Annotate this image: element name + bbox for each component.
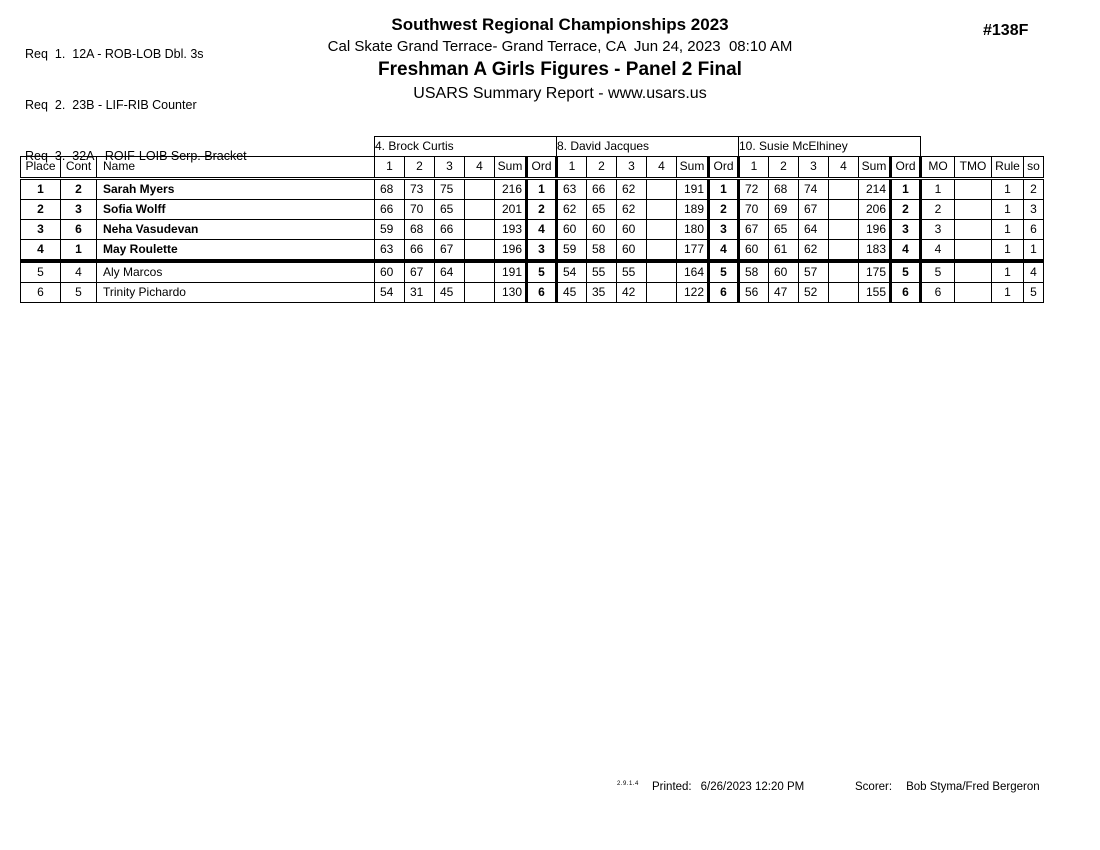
cell-judge3-score-2: 60 (769, 261, 799, 283)
cell-judge3-score-4 (829, 179, 859, 200)
cell-mo: 6 (921, 283, 955, 303)
cell-judge1-score-2: 66 (405, 240, 435, 262)
cell-judge3-sum: 206 (859, 200, 891, 220)
col-header-so: so (1024, 157, 1044, 179)
cell-judge3-sum: 196 (859, 220, 891, 240)
cell-tmo (955, 200, 992, 220)
cell-judge1-score-4 (465, 283, 495, 303)
cell-judge3-score-2: 65 (769, 220, 799, 240)
cell-judge1-score-2: 31 (405, 283, 435, 303)
software-version: 2.9.1.4 (617, 781, 639, 787)
cell-rule: 1 (992, 283, 1024, 303)
cell-judge3-score-1: 58 (739, 261, 769, 283)
cell-so: 2 (1024, 179, 1044, 200)
cell-skater-name: Neha Vasudevan (97, 220, 375, 240)
cell-judge1-score-1: 66 (375, 200, 405, 220)
event-number: #138F (983, 22, 1029, 39)
cell-rule: 1 (992, 240, 1024, 262)
cell-judge3-score-3: 62 (799, 240, 829, 262)
cell-judge1-score-3: 64 (435, 261, 465, 283)
cell-judge1-score-1: 60 (375, 261, 405, 283)
scorer-value: Bob Styma/Fred Bergeron (906, 781, 1040, 793)
cell-judge2-score-2: 60 (587, 220, 617, 240)
cell-judge1-score-2: 67 (405, 261, 435, 283)
cell-judge2-score-2: 66 (587, 179, 617, 200)
cell-judge3-sum: 175 (859, 261, 891, 283)
cell-judge2-ordinal: 3 (709, 220, 739, 240)
cell-judge2-score-3: 60 (617, 220, 647, 240)
cell-judge2-sum: 164 (677, 261, 709, 283)
col-header-judge3-score-4: 4 (829, 157, 859, 179)
col-header-judge2-score-2: 2 (587, 157, 617, 179)
cell-skater-name: Sarah Myers (97, 179, 375, 200)
cell-judge1-sum: 201 (495, 200, 527, 220)
cell-judge3-sum: 183 (859, 240, 891, 262)
table-row (21, 220, 1044, 240)
event-title: Freshman A Girls Figures - Panel 2 Final (378, 59, 742, 80)
col-header-judge1-sum: Sum (495, 157, 527, 179)
col-header-judge1-score-1: 1 (375, 157, 405, 179)
cell-judge3-score-1: 67 (739, 220, 769, 240)
cell-place: 2 (21, 200, 61, 220)
cell-judge1-score-3: 67 (435, 240, 465, 262)
cell-judge2-score-4 (647, 283, 677, 303)
cell-rule: 1 (992, 200, 1024, 220)
cell-judge2-score-3: 42 (617, 283, 647, 303)
cell-judge1-score-2: 68 (405, 220, 435, 240)
judge-row-left-spacer (21, 137, 375, 157)
cell-judge1-sum: 193 (495, 220, 527, 240)
cell-so: 5 (1024, 283, 1044, 303)
cell-judge3-score-3: 57 (799, 261, 829, 283)
cell-so: 3 (1024, 200, 1044, 220)
cell-tmo (955, 179, 992, 200)
cell-judge2-score-4 (647, 179, 677, 200)
cell-judge2-score-1: 62 (557, 200, 587, 220)
cell-cont: 4 (61, 261, 97, 283)
report-title: USARS Summary Report - www.usars.us (413, 85, 707, 102)
cell-judge2-score-1: 59 (557, 240, 587, 262)
cell-judge1-ordinal: 6 (527, 283, 557, 303)
col-header-judge1-ordinal: Ord (527, 157, 557, 179)
cell-judge2-score-3: 60 (617, 240, 647, 262)
cell-judge1-score-4 (465, 220, 495, 240)
cell-judge1-score-3: 45 (435, 283, 465, 303)
col-header-judge3-score-1: 1 (739, 157, 769, 179)
cell-judge3-score-2: 47 (769, 283, 799, 303)
col-header-judge3-ordinal: Ord (891, 157, 921, 179)
cell-judge2-ordinal: 4 (709, 240, 739, 262)
cell-judge1-sum: 216 (495, 179, 527, 200)
cell-skater-name: May Roulette (97, 240, 375, 262)
cell-judge2-score-4 (647, 240, 677, 262)
col-header-mo: MO (921, 157, 955, 179)
judge-2-name: 8. David Jacques (557, 137, 739, 157)
cell-judge3-score-3: 67 (799, 200, 829, 220)
col-header-name: Name (97, 157, 375, 179)
cell-judge1-score-1: 63 (375, 240, 405, 262)
cell-judge1-score-1: 54 (375, 283, 405, 303)
printed-timestamp (652, 781, 804, 793)
cell-so: 6 (1024, 220, 1044, 240)
cell-judge1-score-3: 66 (435, 220, 465, 240)
cell-judge3-score-2: 69 (769, 200, 799, 220)
cell-judge2-score-1: 45 (557, 283, 587, 303)
cell-rule: 1 (992, 179, 1024, 200)
cell-place: 3 (21, 220, 61, 240)
col-header-cont: Cont (61, 157, 97, 179)
col-header-judge2-sum: Sum (677, 157, 709, 179)
cell-cont: 2 (61, 179, 97, 200)
cell-judge2-score-1: 60 (557, 220, 587, 240)
cell-judge3-score-2: 68 (769, 179, 799, 200)
col-header-judge3-score-3: 3 (799, 157, 829, 179)
cell-judge2-score-4 (647, 261, 677, 283)
cell-judge3-score-3: 52 (799, 283, 829, 303)
cell-judge2-sum: 122 (677, 283, 709, 303)
req-line-2: Req 2. 23B - LIF-RIB Counter (25, 98, 197, 112)
judge-header-row (21, 137, 1044, 157)
col-header-judge2-score-1: 1 (557, 157, 587, 179)
cell-skater-name: Trinity Pichardo (97, 283, 375, 303)
cell-place: 4 (21, 240, 61, 262)
cell-judge1-score-4 (465, 261, 495, 283)
report-header (20, 14, 1100, 105)
judge-row-right-spacer (921, 137, 1044, 157)
table-row (21, 240, 1044, 262)
cell-judge1-score-4 (465, 240, 495, 262)
cell-tmo (955, 261, 992, 283)
cell-judge2-ordinal: 2 (709, 200, 739, 220)
cell-judge1-score-2: 73 (405, 179, 435, 200)
cell-judge1-sum: 196 (495, 240, 527, 262)
scorer-label: Scorer: (855, 781, 893, 793)
col-header-tmo: TMO (955, 157, 992, 179)
cell-judge1-score-4 (465, 200, 495, 220)
cell-mo: 3 (921, 220, 955, 240)
cell-judge2-score-2: 55 (587, 261, 617, 283)
cell-judge3-ordinal: 1 (891, 179, 921, 200)
cell-tmo (955, 240, 992, 262)
cell-judge2-sum: 191 (677, 179, 709, 200)
cell-judge3-sum: 214 (859, 179, 891, 200)
cell-judge1-score-3: 75 (435, 179, 465, 200)
table-row (21, 200, 1044, 220)
cell-tmo (955, 283, 992, 303)
cell-rule: 1 (992, 220, 1024, 240)
cell-cont: 5 (61, 283, 97, 303)
cell-place: 6 (21, 283, 61, 303)
cell-judge3-ordinal: 6 (891, 283, 921, 303)
cell-judge2-ordinal: 6 (709, 283, 739, 303)
cell-judge1-sum: 191 (495, 261, 527, 283)
table-row (21, 261, 1044, 283)
table-row (21, 179, 1044, 200)
table-row (21, 283, 1044, 303)
cell-judge1-score-4 (465, 179, 495, 200)
judge-1-name: 4. Brock Curtis (375, 137, 557, 157)
cell-judge3-score-1: 56 (739, 283, 769, 303)
col-header-judge3-score-2: 2 (769, 157, 799, 179)
cell-judge1-ordinal: 5 (527, 261, 557, 283)
cell-judge3-sum: 155 (859, 283, 891, 303)
cell-cont: 3 (61, 200, 97, 220)
cell-judge3-score-1: 60 (739, 240, 769, 262)
cell-judge3-ordinal: 4 (891, 240, 921, 262)
cell-mo: 2 (921, 200, 955, 220)
cell-judge2-score-1: 63 (557, 179, 587, 200)
cell-mo: 4 (921, 240, 955, 262)
cell-judge2-score-2: 35 (587, 283, 617, 303)
cell-mo: 1 (921, 179, 955, 200)
cell-judge2-ordinal: 1 (709, 179, 739, 200)
judge-3-name: 10. Susie McElhiney (739, 137, 921, 157)
printed-value: 6/26/2023 12:20 PM (700, 781, 805, 793)
col-header-judge1-score-2: 2 (405, 157, 435, 179)
cell-judge2-score-3: 62 (617, 200, 647, 220)
venue-datetime: Cal Skate Grand Terrace- Grand Terrace, CA Jun 24, 2023 08:10 AM (327, 38, 793, 55)
col-header-judge2-score-3: 3 (617, 157, 647, 179)
cell-skater-name: Aly Marcos (97, 261, 375, 283)
cell-judge1-ordinal: 2 (527, 200, 557, 220)
cell-judge1-score-1: 59 (375, 220, 405, 240)
column-header-row (21, 157, 1044, 179)
cell-judge1-score-3: 65 (435, 200, 465, 220)
cell-judge3-score-4 (829, 283, 859, 303)
cell-rule: 1 (992, 261, 1024, 283)
cell-judge2-score-3: 62 (617, 179, 647, 200)
cell-judge2-sum: 189 (677, 200, 709, 220)
col-header-judge1-score-3: 3 (435, 157, 465, 179)
cell-judge2-sum: 177 (677, 240, 709, 262)
cell-place: 5 (21, 261, 61, 283)
cell-judge3-ordinal: 5 (891, 261, 921, 283)
cell-judge1-ordinal: 1 (527, 179, 557, 200)
cell-judge3-score-4 (829, 240, 859, 262)
printed-label: Printed: (652, 781, 692, 793)
cell-judge2-score-3: 55 (617, 261, 647, 283)
cell-cont: 1 (61, 240, 97, 262)
cell-judge3-score-2: 61 (769, 240, 799, 262)
cell-judge3-score-3: 64 (799, 220, 829, 240)
cell-judge2-score-4 (647, 200, 677, 220)
cell-judge1-ordinal: 3 (527, 240, 557, 262)
col-header-judge1-score-4: 4 (465, 157, 495, 179)
cell-judge1-ordinal: 4 (527, 220, 557, 240)
results-table (20, 136, 1044, 303)
cell-judge2-score-2: 58 (587, 240, 617, 262)
cell-so: 1 (1024, 240, 1044, 262)
col-header-judge2-score-4: 4 (647, 157, 677, 179)
cell-place: 1 (21, 179, 61, 200)
col-header-rule: Rule (992, 157, 1024, 179)
cell-judge1-score-2: 70 (405, 200, 435, 220)
req-line-3: Req 3. 32A - ROIF-LOIB Serp. Bracket (25, 149, 247, 163)
cell-judge2-score-1: 54 (557, 261, 587, 283)
cell-judge2-score-2: 65 (587, 200, 617, 220)
cell-judge2-score-4 (647, 220, 677, 240)
cell-judge3-ordinal: 3 (891, 220, 921, 240)
cell-judge3-score-4 (829, 220, 859, 240)
cell-skater-name: Sofia Wolff (97, 200, 375, 220)
cell-judge3-score-3: 74 (799, 179, 829, 200)
cell-judge3-score-1: 72 (739, 179, 769, 200)
cell-mo: 5 (921, 261, 955, 283)
req-line-1: Req 1. 12A - ROB-LOB Dbl. 3s (25, 47, 204, 61)
col-header-judge2-ordinal: Ord (709, 157, 739, 179)
cell-tmo (955, 220, 992, 240)
col-header-place: Place (21, 157, 61, 179)
cell-judge2-ordinal: 5 (709, 261, 739, 283)
cell-judge3-score-4 (829, 200, 859, 220)
cell-judge3-score-1: 70 (739, 200, 769, 220)
scorer-credit (855, 781, 1040, 793)
cell-cont: 6 (61, 220, 97, 240)
cell-so: 4 (1024, 261, 1044, 283)
cell-judge1-score-1: 68 (375, 179, 405, 200)
cell-judge1-sum: 130 (495, 283, 527, 303)
cell-judge3-ordinal: 2 (891, 200, 921, 220)
cell-judge2-sum: 180 (677, 220, 709, 240)
col-header-judge3-sum: Sum (859, 157, 891, 179)
cell-judge3-score-4 (829, 261, 859, 283)
championship-title: Southwest Regional Championships 2023 (391, 15, 729, 34)
